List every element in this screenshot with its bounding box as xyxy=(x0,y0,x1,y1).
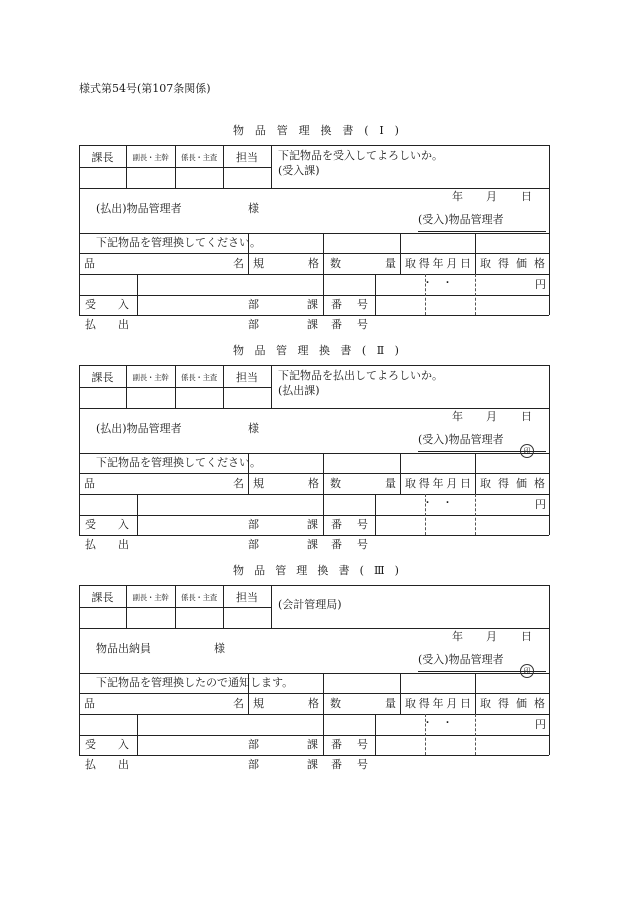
date-year: 年 xyxy=(452,190,463,203)
date-year: 年 xyxy=(452,410,463,423)
col-qty-b: 量 xyxy=(385,257,396,270)
col-name-b: 名 xyxy=(233,697,244,710)
col-acq-price: 取 得 価 格 xyxy=(480,477,545,490)
approval-manager: 課長 xyxy=(91,151,114,164)
approval-staff: 担当 xyxy=(236,151,258,164)
row-section: 課 xyxy=(307,318,318,331)
row-dept: 部 xyxy=(248,738,259,751)
approval-chief: 係長・主査 xyxy=(181,373,217,382)
yen-unit: 円 xyxy=(535,498,546,511)
seal-mark: 印 xyxy=(520,664,534,678)
date-day: 日 xyxy=(521,190,532,203)
approval-deputy: 副長・主幹 xyxy=(132,373,169,382)
col-qty-b: 量 xyxy=(385,697,396,710)
approval-manager: 課長 xyxy=(91,591,114,604)
row-section: 課 xyxy=(307,298,318,311)
date-dots: ・ ・ xyxy=(422,718,453,729)
addressee: 物品出納員 xyxy=(96,642,151,655)
row-number: 番 号 xyxy=(331,298,368,311)
row-section: 課 xyxy=(307,518,318,531)
col-acq-date: 取 得 年 月 日 xyxy=(405,477,471,490)
row-label-issue: 払 出 xyxy=(85,318,129,331)
seal-mark: 印 xyxy=(520,444,534,458)
col-acq-price: 取 得 価 格 xyxy=(480,697,545,710)
approval-staff: 担当 xyxy=(236,591,258,604)
col-acq-price: 取 得 価 格 xyxy=(480,257,545,270)
honorific: 様 xyxy=(248,422,259,435)
transfer-form xyxy=(0,345,630,555)
row-label-receive: 受 入 xyxy=(85,738,129,751)
row-number: 番 号 xyxy=(331,758,368,771)
date-dots: ・ ・ xyxy=(422,278,453,289)
honorific: 様 xyxy=(214,642,225,655)
col-name-a: 品 xyxy=(84,477,95,490)
form-title: 物 品 管 理 換 書 ( Ⅰ ) xyxy=(233,124,399,137)
row-dept: 部 xyxy=(248,518,259,531)
row-number: 番 号 xyxy=(331,518,368,531)
instruction-text: 下記物品を管理換してください。 xyxy=(96,456,261,469)
transfer-form xyxy=(0,565,630,775)
col-spec-a: 規 xyxy=(253,477,264,490)
requesting-section: (払出課) xyxy=(278,384,320,397)
row-label-receive: 受 入 xyxy=(85,518,129,531)
approval-chief: 係長・主査 xyxy=(181,593,217,602)
request-text: 下記物品を払出してよろしいか。 xyxy=(278,369,443,382)
col-spec-b: 格 xyxy=(308,257,319,270)
col-name-b: 名 xyxy=(233,257,244,270)
col-spec-a: 規 xyxy=(253,697,264,710)
row-section: 課 xyxy=(307,758,318,771)
form-title: 物 品 管 理 換 書 ( Ⅱ ) xyxy=(233,344,399,357)
approval-deputy: 副長・主幹 xyxy=(132,153,169,162)
col-spec-b: 格 xyxy=(308,477,319,490)
addressee: (払出)物品管理者 xyxy=(96,422,182,435)
approval-manager: 課長 xyxy=(91,371,114,384)
row-section: 課 xyxy=(307,738,318,751)
col-acq-date: 取 得 年 月 日 xyxy=(405,257,471,270)
date-day: 日 xyxy=(521,630,532,643)
row-number: 番 号 xyxy=(331,538,368,551)
instruction-text: 下記物品を管理換したので通知します。 xyxy=(96,676,294,689)
col-spec-a: 規 xyxy=(253,257,264,270)
row-label-receive: 受 入 xyxy=(85,298,129,311)
row-dept: 部 xyxy=(248,298,259,311)
col-acq-date: 取 得 年 月 日 xyxy=(405,697,471,710)
row-number: 番 号 xyxy=(331,738,368,751)
row-section: 課 xyxy=(307,538,318,551)
form-number: 様式第54号(第107条関係) xyxy=(79,82,211,95)
requesting-section: (会計管理局) xyxy=(278,598,342,611)
row-dept: 部 xyxy=(248,758,259,771)
honorific: 様 xyxy=(248,202,259,215)
date-day: 日 xyxy=(521,410,532,423)
date-month: 月 xyxy=(486,630,497,643)
row-label-issue: 払 出 xyxy=(85,538,129,551)
form-title: 物 品 管 理 換 書 ( Ⅲ ) xyxy=(233,564,399,577)
transfer-form xyxy=(0,125,630,335)
row-label-issue: 払 出 xyxy=(85,758,129,771)
approval-staff: 担当 xyxy=(236,371,258,384)
col-name-a: 品 xyxy=(84,257,95,270)
receiver-label: (受入)物品管理者 xyxy=(418,653,504,666)
date-month: 月 xyxy=(486,410,497,423)
col-spec-b: 格 xyxy=(308,697,319,710)
row-dept: 部 xyxy=(248,538,259,551)
col-qty-a: 数 xyxy=(330,477,341,490)
col-name-b: 名 xyxy=(233,477,244,490)
receiver-label: (受入)物品管理者 xyxy=(418,433,504,446)
approval-deputy: 副長・主幹 xyxy=(132,593,169,602)
date-dots: ・ ・ xyxy=(422,498,453,509)
receiver-label: (受入)物品管理者 xyxy=(418,213,504,226)
col-qty-a: 数 xyxy=(330,697,341,710)
date-month: 月 xyxy=(486,190,497,203)
approval-chief: 係長・主査 xyxy=(181,153,217,162)
row-dept: 部 xyxy=(248,318,259,331)
request-text: 下記物品を受入してよろしいか。 xyxy=(278,149,443,162)
row-number: 番 号 xyxy=(331,318,368,331)
addressee: (払出)物品管理者 xyxy=(96,202,182,215)
yen-unit: 円 xyxy=(535,718,546,731)
col-qty-a: 数 xyxy=(330,257,341,270)
requesting-section: (受入課) xyxy=(278,164,320,177)
date-year: 年 xyxy=(452,630,463,643)
yen-unit: 円 xyxy=(535,278,546,291)
col-qty-b: 量 xyxy=(385,477,396,490)
col-name-a: 品 xyxy=(84,697,95,710)
instruction-text: 下記物品を管理換してください。 xyxy=(96,236,261,249)
